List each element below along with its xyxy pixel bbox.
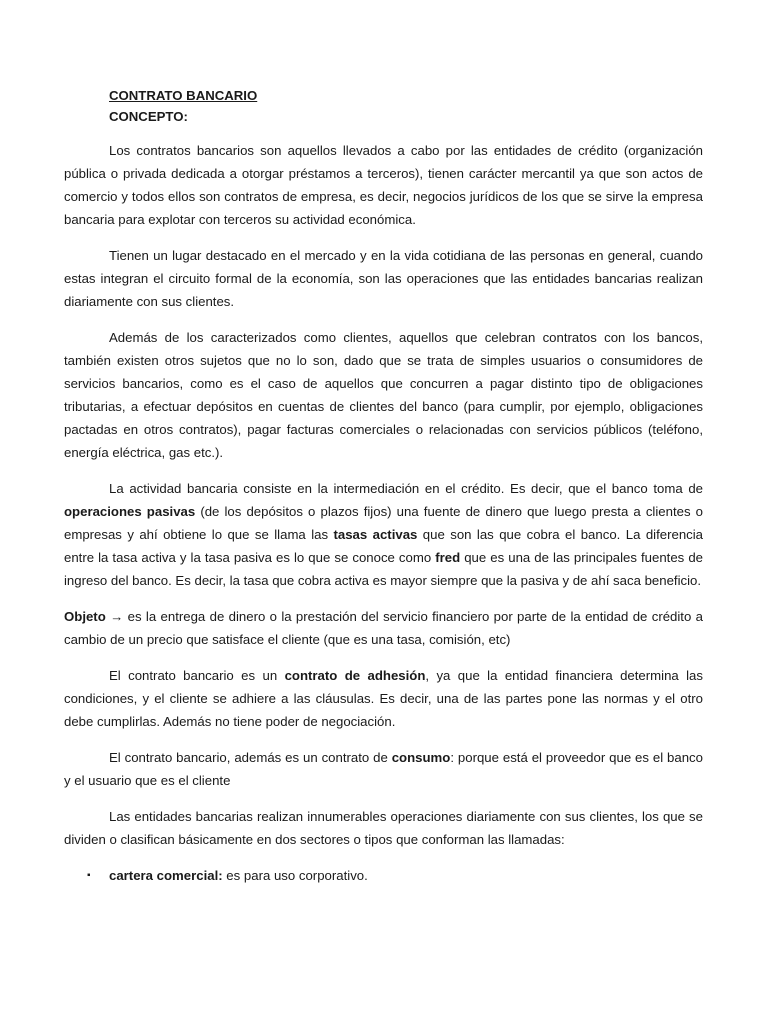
text-run: que es una de las principales fuentes de ingreso del banco. Es decir, la tasa que cobra activa es mayor siempre que la pasiva y de ahí saca beneficio.	[64, 550, 703, 588]
paragraph-market-role: Tienen un lugar destacado en el mercado y en la vida cotidiana de las personas en general, cuando estas integran el circuito formal de la economía, son las operaciones que las entidades bancarias realizan diariamente con sus clientes.	[64, 248, 703, 309]
section-heading-concepto: CONCEPTO:	[109, 109, 188, 124]
paragraph-definition: Los contratos bancarios son aquellos llevados a cabo por las entidades de crédito (organización pública o privada dedicada a otorgar préstamos a terceros), tienen carácter mercantil ya que son actos de comercio y todos ellos son contratos de empresa, es decir, negocios jurídicos de los que se sirve la empresa bancaria para explotar con terceros su actividad económica.	[64, 143, 703, 227]
term-tasas-activas: tasas activas	[333, 527, 418, 542]
text-run: El contrato bancario, además es un contrato de	[109, 750, 392, 765]
text-run: : porque está el proveedor que es el banco y el usuario que es el cliente	[64, 750, 703, 788]
paragraph-users: Además de los caracterizados como clientes, aquellos que celebran contratos con los bancos, también existen otros sujetos que no lo son, dado que se trata de simples usuarios o consumidores de servicios bancarios, como es el caso de aquellos que concurren a pagar distinto tipo de obligaciones tributarias, a efectuar depósitos en cuentas de clientes del banco (para cumplir, por ejemplo, obligaciones pactadas en otros contratos), pagar facturas comerciales o relacionadas con servicios públicos (teléfono, energía eléctrica, gas etc.).	[64, 330, 703, 460]
term-consumo: consumo	[391, 750, 451, 765]
bullet-icon: ▪	[87, 870, 91, 881]
text-run: El contrato bancario es un	[109, 668, 285, 683]
term-operaciones-pasivas: operaciones pasivas	[64, 504, 196, 519]
term-cartera-comercial: cartera comercial:	[109, 868, 223, 883]
list-item	[64, 864, 703, 887]
paragraph-operations: Las entidades bancarias realizan innumerables operaciones diariamente con sus clientes, los que se dividen o clasifican básicamente en dos sectores o tipos que conforman las llamadas:	[64, 809, 703, 847]
text-run: La actividad bancaria consiste en la intermediación en el crédito. Es decir, que el banco toma de	[109, 481, 703, 496]
text-run: → es la entrega de dinero o la prestación del servicio financiero por parte de la entidad de crédito a cambio de un precio que satisface el cliente (que es una tasa, comisión, etc)	[64, 609, 703, 647]
document-page	[64, 85, 703, 887]
paragraph-adhesion	[64, 664, 703, 733]
term-contrato-de-adhesion: contrato de adhesión	[284, 668, 426, 683]
paragraph-consumo	[64, 746, 703, 792]
text-run: que son las que cobra el banco. La diferencia entre la tasa activa y la tasa pasiva es lo que se conoce como	[64, 527, 704, 565]
term-fred: fred	[435, 550, 461, 565]
text-run: (de los depósitos o plazos fijos) una fuente de dinero que luego presta a clientes o empresas y ahí obtiene lo que se llama las	[64, 504, 703, 542]
paragraph-objeto	[64, 605, 703, 651]
text-run: , ya que la entidad financiera determina las condiciones, y el cliente se adhiere a las cláusulas. Es decir, una de las partes pone las normas y el otro debe cumplirlas. Además no tiene poder de negociación.	[64, 668, 703, 729]
document-title: CONTRATO BANCARIO	[109, 88, 258, 103]
term-objeto: Objeto	[64, 609, 106, 624]
paragraph-banking-activity	[64, 477, 703, 592]
text-run: es para uso corporativo.	[222, 868, 368, 883]
bullet-list	[64, 864, 703, 887]
